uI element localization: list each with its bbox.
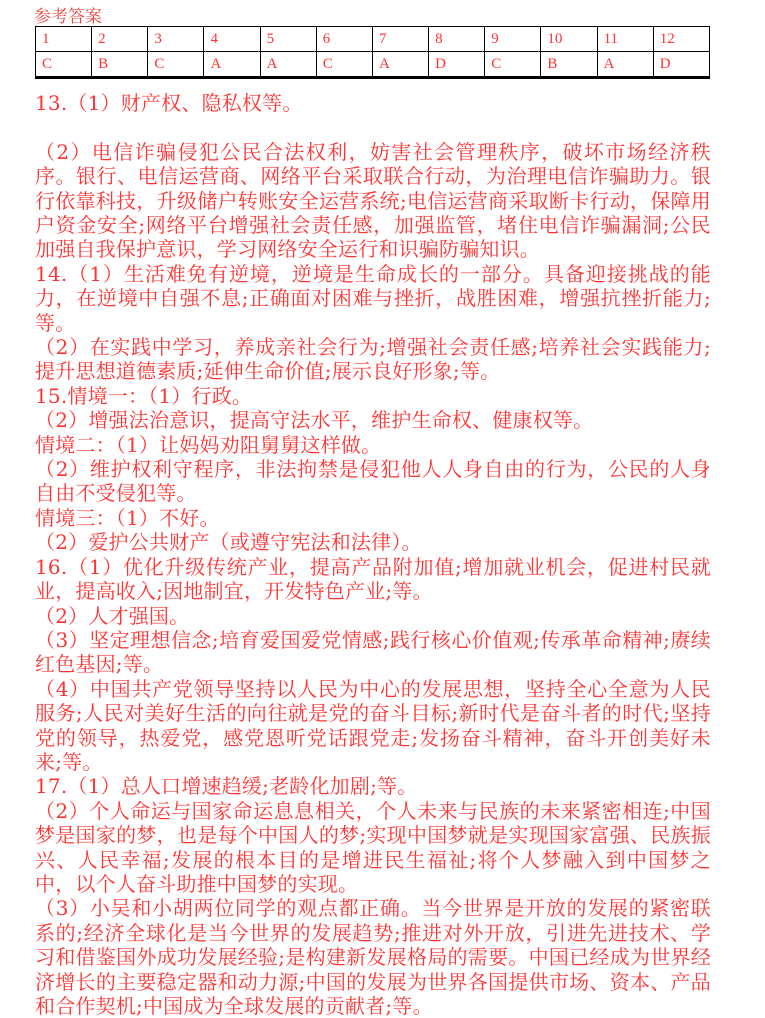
question-number: 2 xyxy=(92,27,148,52)
question-number: 12 xyxy=(653,27,709,52)
question-number: 7 xyxy=(372,27,428,52)
answer-cell: B xyxy=(541,52,597,78)
answer-cell: C xyxy=(485,52,541,78)
answer-14-1: 14.（1）生活难免有逆境，逆境是生命成长的一部分。具备迎接挑战的能力，在逆境中自强不息;正确面对困难与挫折，战胜困难，增强抗挫折能力;等。 xyxy=(35,261,711,335)
question-number: 9 xyxy=(485,27,541,52)
question-number: 11 xyxy=(597,27,653,52)
answer-16-1: 16.（1）优化升级传统产业，提高产品附加值;增加就业机会，促进村民就业，提高收入;因地制宜，开发特色产业;等。 xyxy=(35,554,711,604)
answer-cell: D xyxy=(653,52,709,78)
section-title: 参考答案 xyxy=(34,7,102,27)
answer-content xyxy=(35,91,711,1018)
answer-cell: C xyxy=(36,52,92,78)
answer-14-2: （2）在实践中学习，养成亲社会行为;增强社会责任感;培养社会实践能力;提升思想道德素质;延伸生命价值;展示良好形象;等。 xyxy=(35,335,711,384)
question-number: 6 xyxy=(316,27,372,52)
answer-16-2: （2）人才强国。 xyxy=(35,603,190,628)
question-number: 10 xyxy=(541,27,597,52)
answer-cell: C xyxy=(148,52,204,78)
question-number: 4 xyxy=(204,27,260,52)
answer-15-s2-2: （2）维护权利守程序，非法拘禁是侵犯他人人身自由的行为，公民的人身自由不受侵犯等。 xyxy=(35,457,711,506)
answer-17-2: （2）个人命运与国家命运息息相关，个人未来与民族的未来紧密相连;中国梦是国家的梦，也是每个中国人的梦;实现中国梦就是实现国家富强、民族振兴、人民幸福;发展的根本目的是增进民生福祉;将个人梦融入到中国梦之中，以个人奋斗助推中国梦的实现。 xyxy=(35,798,711,896)
question-number: 5 xyxy=(260,27,316,52)
answer-17-3: （3）小吴和小胡两位同学的观点都正确。当今世界是开放的发展的紧密联系的;经济全球化是当今世界的发展趋势;推进对外开放，引进先进技术、学习和借鉴国外成功发展经验;是构建新发展格局的需要。中国已经成为世界经济增长的主要稳定器和动力源;中国的发展为世界各国提供市场、资本、产品和合作契机;中国成为全球发展的贡献者;等。 xyxy=(35,896,711,1018)
answer-16-3: （3）坚定理想信念;培育爱国爱党情感;践行核心价值观;传承革命精神;赓续红色基因;等。 xyxy=(35,627,711,677)
answer-15-s1-2: （2）增强法治意识，提高守法水平，维护生命权、健康权等。 xyxy=(35,408,594,433)
blank-line xyxy=(35,115,711,139)
question-number: 1 xyxy=(36,27,92,52)
answer-cell: A xyxy=(597,52,653,78)
answer-cell: D xyxy=(429,52,485,78)
answer-cell: A xyxy=(260,52,316,78)
answer-15-s1-1: 15.情境一：（1）行政。 xyxy=(35,383,253,408)
answer-cell: C xyxy=(316,52,372,78)
answer-cell: A xyxy=(204,52,260,78)
answer-cell: B xyxy=(92,52,148,78)
answer-15-s2-1: 情境二：（1）让妈妈劝阻舅舅这样做。 xyxy=(35,432,382,457)
answer-table xyxy=(35,26,710,79)
answer-17-1: 17.（1）总人口增速趋缓;老龄化加剧;等。 xyxy=(35,774,418,799)
question-number: 3 xyxy=(148,27,204,52)
answer-cell: A xyxy=(372,52,428,78)
answer-row xyxy=(36,52,710,78)
question-number: 8 xyxy=(429,27,485,52)
answer-15-s3-1: 情境三：（1）不好。 xyxy=(35,505,220,530)
answer-16-4: （4）中国共产党领导坚持以人民为中心的发展思想，坚持全心全意为人民服务;人民对美好生活的向往就是党的奋斗目标;新时代是奋斗者的时代;坚持党的领导，热爱党，感党恩听党话跟党走;发扬奋斗精神，奋斗开创美好未来;等。 xyxy=(35,676,711,774)
answer-13-2: （2）电信诈骗侵犯公民合法权利，妨害社会管理秩序，破坏市场经济秩序。银行、电信运营商、网络平台采取联合行动，为治理电信诈骗助力。银行依靠科技，升级储户转账安全运营系统;电信运营商采取断卡行动，保障用户资金安全;网络平台增强社会责任感，加强监管，堵住电信诈骗漏洞;公民加强自我保护意识，学习网络安全运行和识骗防骗知识。 xyxy=(35,139,711,262)
answer-15-s3-2: （2）爱护公共财产（或遵守宪法和法律）。 xyxy=(35,530,422,555)
answer-13-1: 13.（1）财产权、隐私权等。 xyxy=(35,91,303,115)
question-number-row xyxy=(36,27,710,52)
